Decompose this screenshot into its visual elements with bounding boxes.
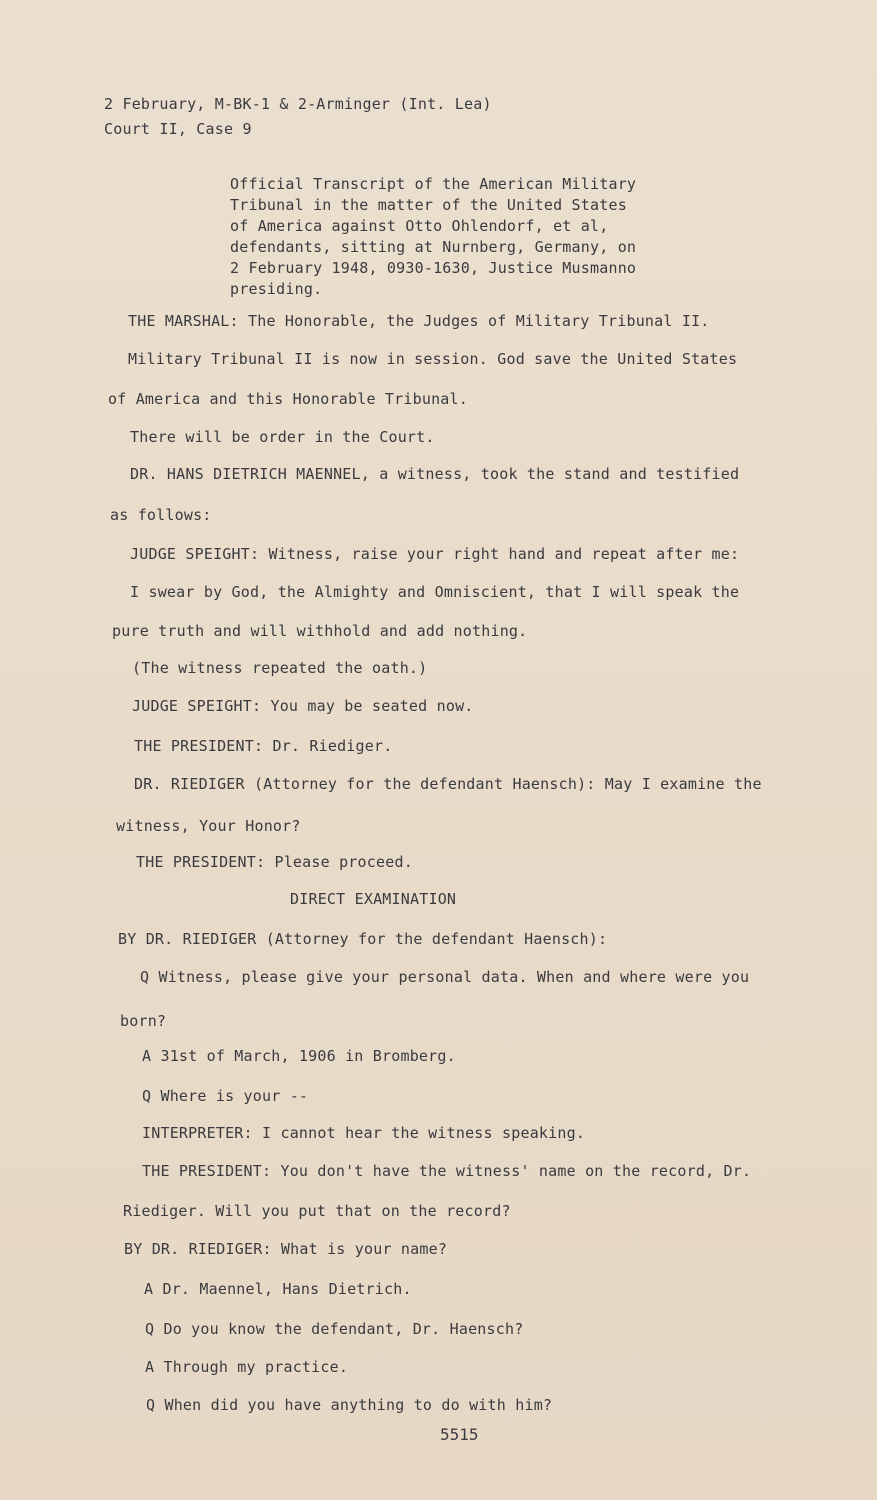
- header-line-1: 2 February, M-BK-1 & 2-Arminger (Int. Lea): [104, 95, 492, 113]
- caption-line: presiding.: [230, 280, 323, 298]
- transcript-line: DR. HANS DIETRICH MAENNEL, a witness, took the stand and testified: [130, 465, 740, 483]
- transcript-line: INTERPRETER: I cannot hear the witness speaking.: [142, 1124, 586, 1142]
- transcript-line: BY DR. RIEDIGER (Attorney for the defendant Haensch):: [118, 930, 608, 948]
- transcript-line: Q Do you know the defendant, Dr. Haensch?: [145, 1320, 524, 1338]
- transcript-line: born?: [120, 1012, 167, 1030]
- section-heading: DIRECT EXAMINATION: [290, 890, 457, 908]
- page-number: 5515: [440, 1425, 479, 1444]
- transcript-line: Military Tribunal II is now in session. God save the United States: [128, 350, 738, 368]
- header-line-2: Court II, Case 9: [104, 120, 252, 138]
- caption-line: Official Transcript of the American Military: [230, 175, 637, 193]
- transcript-line: (The witness repeated the oath.): [132, 659, 428, 677]
- transcript-line: There will be order in the Court.: [130, 428, 435, 446]
- transcript-line: THE MARSHAL: The Honorable, the Judges of Military Tribunal II.: [128, 312, 710, 330]
- transcript-line: JUDGE SPEIGHT: Witness, raise your right hand and repeat after me:: [130, 545, 740, 563]
- transcript-line: JUDGE SPEIGHT: You may be seated now.: [132, 697, 474, 715]
- transcript-line: A 31st of March, 1906 in Bromberg.: [142, 1047, 456, 1065]
- caption-line: 2 February 1948, 0930-1630, Justice Musmanno: [230, 259, 637, 277]
- transcript-line: Q When did you have anything to do with him?: [146, 1396, 553, 1414]
- transcript-line: witness, Your Honor?: [116, 817, 301, 835]
- transcript-line: Riediger. Will you put that on the record?: [123, 1202, 511, 1220]
- transcript-line: of America and this Honorable Tribunal.: [108, 390, 468, 408]
- caption-line: Tribunal in the matter of the United States: [230, 196, 627, 214]
- transcript-line: Q Where is your --: [142, 1087, 309, 1105]
- transcript-line: THE PRESIDENT: Please proceed.: [136, 853, 413, 871]
- transcript-line: I swear by God, the Almighty and Omniscient, that I will speak the: [130, 583, 740, 601]
- transcript-line: DR. RIEDIGER (Attorney for the defendant Haensch): May I examine the: [134, 775, 762, 793]
- transcript-line: as follows:: [110, 506, 212, 524]
- transcript-line: THE PRESIDENT: You don't have the witness' name on the record, Dr.: [142, 1162, 752, 1180]
- transcript-line: pure truth and will withhold and add nothing.: [112, 622, 528, 640]
- caption-line: defendants, sitting at Nurnberg, Germany, on: [230, 238, 637, 256]
- transcript-line: A Dr. Maennel, Hans Dietrich.: [144, 1280, 412, 1298]
- transcript-line: BY DR. RIEDIGER: What is your name?: [124, 1240, 448, 1258]
- transcript-line: A Through my practice.: [145, 1358, 349, 1376]
- transcript-line: Q Witness, please give your personal data. When and where were you: [140, 968, 750, 986]
- caption-line: of America against Otto Ohlendorf, et al,: [230, 217, 609, 235]
- transcript-line: THE PRESIDENT: Dr. Riediger.: [134, 737, 393, 755]
